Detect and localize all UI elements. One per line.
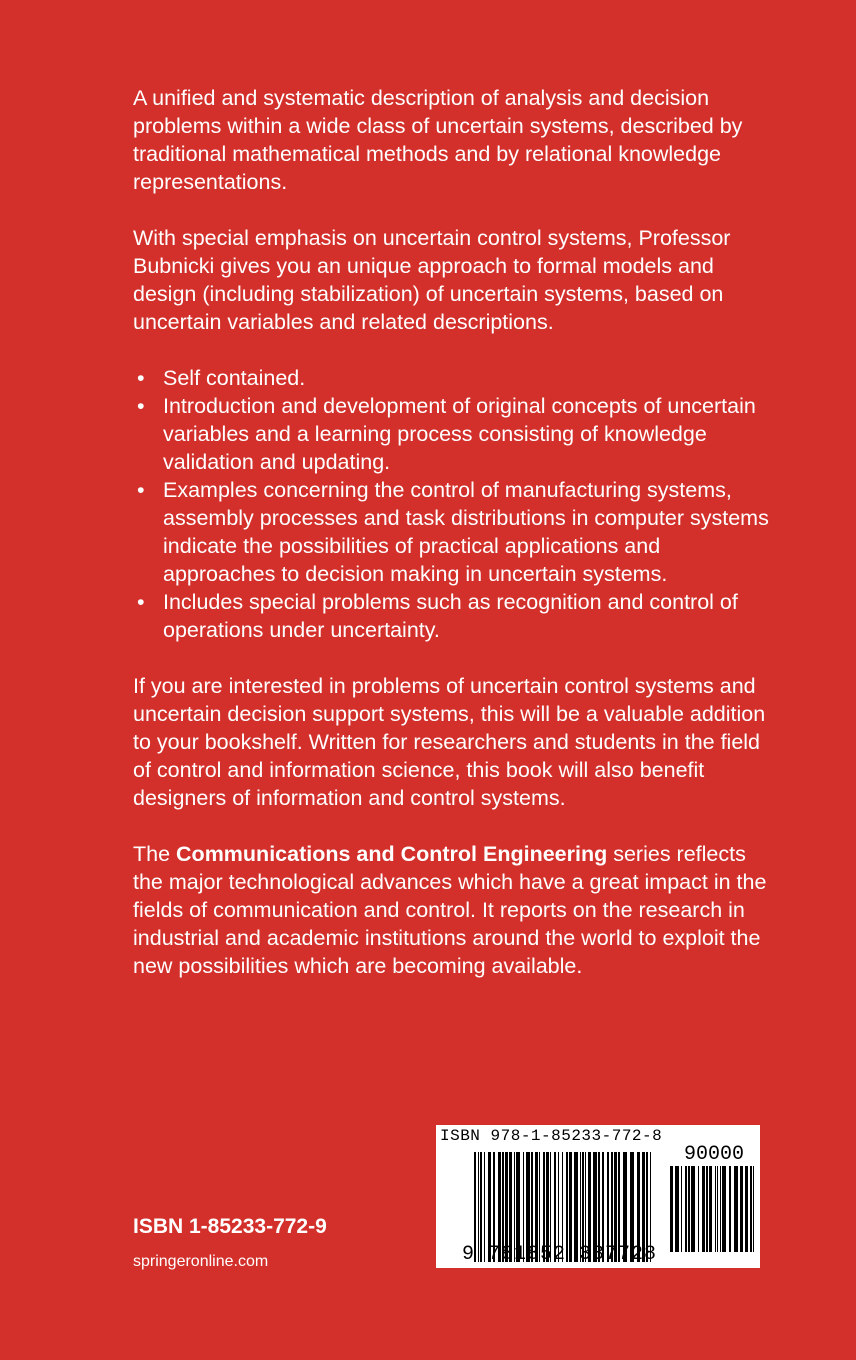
barcode-bar — [691, 1166, 695, 1252]
barcode-bar — [729, 1166, 731, 1252]
back-cover-text — [133, 84, 773, 1008]
emphasis-paragraph: With special emphasis on uncertain control systems, Professor Bubnicki gives you an unique approach to formal models and design (including stabilization) of uncertain systems, based on uncertain variables and related descriptions. — [133, 226, 731, 334]
barcode-digits: 9 781852 337728 — [462, 1243, 658, 1266]
series-description: series reflects the major technological advances which have a great impact in the fields of communication and control. It reports on the research in industrial and academic institutions around the world to exploit the new possibilities which are becoming available. — [133, 842, 767, 978]
barcode-bar — [670, 1166, 673, 1252]
barcode-bar — [720, 1166, 721, 1252]
isbn: ISBN 1-85233-772-9 — [133, 1215, 327, 1238]
barcode-bar — [750, 1166, 752, 1252]
barcode-bar — [753, 1166, 754, 1252]
barcode-bar — [740, 1166, 743, 1252]
list-item: • Includes special problems such as recognition and control of operations under uncertainty. — [133, 588, 773, 644]
barcode — [436, 1125, 760, 1268]
barcode-isbn13: ISBN 978-1-85233-772-8 — [440, 1127, 663, 1145]
barcode-bar — [685, 1166, 687, 1252]
list-item: • Self contained. — [133, 364, 773, 392]
barcode-bar — [675, 1166, 679, 1252]
barcode-bar — [722, 1166, 726, 1252]
barcode-bar — [681, 1166, 682, 1252]
list-item: • Examples concerning the control of manufacturing systems, assembly processes and task distributions in computer systems indicate the possibilities of practical applications and approaches to decision making in uncertain systems. — [133, 476, 773, 588]
barcode-bar — [745, 1166, 748, 1252]
audience-paragraph: If you are interested in problems of uncertain control systems and uncertain decision support systems, this will be a valuable addition to your bookshelf. Written for researchers and students in the field of control and information science, this book will also benefit designers of information and control systems. — [133, 674, 766, 810]
barcode-bar — [702, 1166, 705, 1252]
series-prefix: The — [133, 842, 177, 866]
features-list — [133, 364, 773, 644]
barcode-bar — [698, 1166, 699, 1252]
barcode-addon: 90000 — [684, 1143, 745, 1166]
publisher-website: springeronline.com — [133, 1253, 269, 1270]
list-item: • Introduction and development of original concepts of uncertain variables and a learning process consisting of knowledge validation and updating. — [133, 392, 773, 476]
series-paragraph — [133, 840, 773, 980]
barcode-bar — [734, 1166, 738, 1252]
barcode-bar — [706, 1166, 708, 1252]
barcode-bar — [709, 1166, 712, 1252]
barcode-bar — [715, 1166, 716, 1252]
barcode-bar — [717, 1166, 718, 1252]
series-name: Communications and Control Engineering — [176, 842, 608, 866]
barcode-bar — [688, 1166, 690, 1252]
intro-paragraph: A unified and systematic description of analysis and decision problems within a wide class of uncertain systems, described by traditional mathematical methods and by relational knowledge representations. — [133, 86, 743, 194]
